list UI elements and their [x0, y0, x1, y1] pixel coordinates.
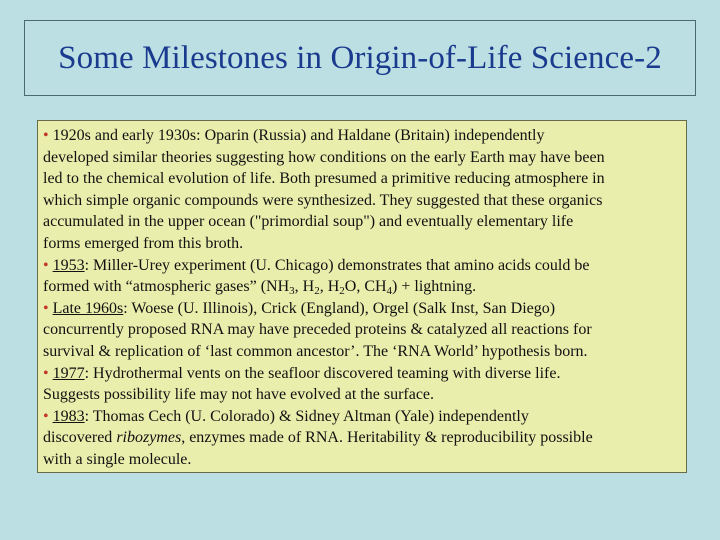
- milestone-text-line: accumulated in the upper ocean ("primordial soup") and eventually elementary life: [43, 213, 574, 231]
- gases-text: , H: [294, 278, 315, 296]
- milestone-text-line: led to the chemical evolution of life. Both presumed a primitive reducing atmosphere in: [43, 170, 605, 188]
- gases-text: formed with “atmospheric gases” (NH: [43, 278, 290, 296]
- text-segment: discovered: [43, 429, 117, 447]
- milestone-1920s: [43, 125, 681, 147]
- milestone-year: 1983: [52, 407, 85, 425]
- milestone-text-line: 1920s and early 1930s: Oparin (Russia) and Haldane (Britain) independently: [52, 127, 545, 144]
- milestone-text-line: : Miller-Urey experiment (U. Chicago) demonstrates that amino acids could be: [84, 256, 590, 274]
- bullet-marker: •: [43, 299, 49, 317]
- milestone-text-line: Suggests possibility life may not have evolved at the surface.: [43, 386, 435, 404]
- milestone-text-line: forms emerged from this broth.: [43, 234, 244, 252]
- subscript: 2: [339, 285, 345, 298]
- gases-text: , H: [319, 278, 340, 296]
- milestone-text-line: [43, 276, 681, 298]
- title-frame: [24, 20, 696, 96]
- milestone-text-line: concurrently proposed RNA may have preceded proteins & catalyzed all reactions for: [43, 321, 592, 339]
- subscript: 2: [314, 285, 320, 298]
- bullet-marker: •: [43, 407, 49, 425]
- text-segment: , enzymes made of RNA. Heritability & reproducibility possible: [181, 429, 593, 447]
- milestone-late-1960s: [43, 298, 681, 320]
- milestone-text-line: which simple organic compounds were synthesized. They suggested that these organics: [43, 191, 603, 209]
- milestone-1977: [43, 363, 681, 385]
- milestone-text-line: : Hydrothermal vents on the seafloor discovered teaming with diverse life.: [84, 364, 561, 382]
- milestone-year: 1953: [52, 256, 85, 274]
- milestone-year: 1977: [52, 364, 85, 382]
- milestone-year: Late 1960s: [52, 299, 124, 317]
- milestone-text-line: : Woese (U. Illinois), Crick (England), Orgel (Salk Inst, San Diego): [123, 299, 556, 317]
- milestone-text-line: : Thomas Cech (U. Colorado) & Sidney Altman (Yale) independently: [84, 407, 529, 425]
- slide-title: Some Milestones in Origin-of-Life Science-2: [58, 39, 662, 76]
- gases-text: O, CH: [344, 278, 387, 296]
- bullet-marker: •: [43, 127, 49, 144]
- subscript: 4: [386, 285, 393, 298]
- milestone-text-line: with a single molecule.: [43, 450, 192, 468]
- bullet-marker: •: [43, 364, 49, 382]
- content-panel: [37, 120, 687, 473]
- milestone-text-line: survival & replication of ‘last common ancestor’. The ‘RNA World’ hypothesis born.: [43, 342, 588, 360]
- milestone-1953: [43, 255, 681, 277]
- ribozymes-term: ribozymes: [116, 429, 182, 447]
- milestone-1983: [43, 406, 681, 428]
- subscript: 3: [289, 285, 295, 298]
- bullet-marker: •: [43, 256, 49, 274]
- milestone-text-line: developed similar theories suggesting how conditions on the early Earth may have been: [43, 148, 605, 166]
- gases-text: ) + lightning.: [392, 278, 477, 296]
- milestone-text-line: [43, 427, 681, 449]
